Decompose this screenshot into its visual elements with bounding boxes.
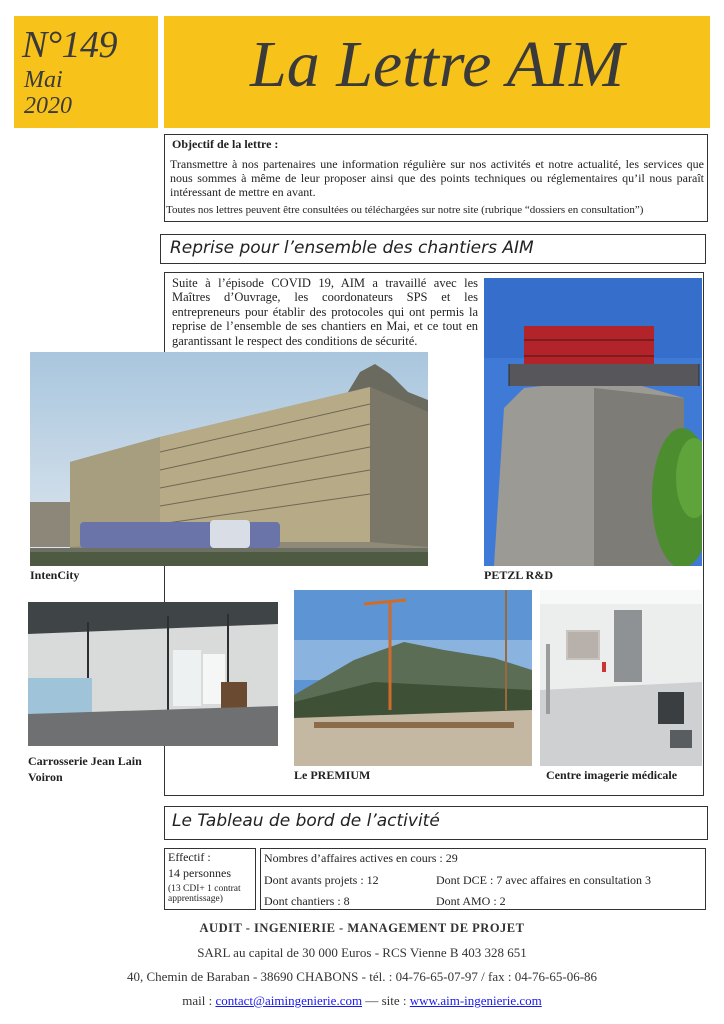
issue-year: 2020 bbox=[24, 93, 72, 119]
carrosserie-image bbox=[28, 602, 278, 746]
photo-petzl bbox=[484, 278, 702, 566]
objective-title: Objectif de la lettre : bbox=[172, 137, 279, 151]
staff-label: Effectif : bbox=[168, 850, 211, 864]
objective-text: Transmettre à nos partenaires une information régulière sur nos activités et notre actualité, les services que nous sommes à même de leur proposer ainsi que des points techniques ou réglementaires qu’il nous paraît intéressant de mettre en avant. bbox=[170, 157, 704, 199]
photo-premium bbox=[294, 590, 532, 766]
stat-sites: Dont chantiers : 8 bbox=[264, 894, 350, 908]
stat-active-cases: Nombres d’affaires actives en cours : 29 bbox=[264, 851, 458, 865]
caption-intencity: IntenCity bbox=[30, 568, 80, 582]
caption-imagerie: Centre imagerie médicale bbox=[546, 768, 678, 782]
staff-detail: (13 CDI+ 1 contrat apprentissage) bbox=[168, 884, 241, 904]
section-heading-dashboard: Le Tableau de bord de l’activité bbox=[172, 811, 440, 831]
objective-note: Toutes nos lettres peuvent être consultées ou téléchargées sur notre site (rubrique “dossiers en consultation”) bbox=[166, 204, 644, 216]
footer-mail-label: mail : bbox=[182, 993, 216, 1008]
imagerie-image bbox=[540, 590, 702, 766]
article-text: Suite à l’épisode COVID 19, AIM a travaillé avec les Maîtres d’Ouvrage, les coordonateurs SPS et les entrepreneurs pour établir des protocoles qui ont permis la reprise de l’ensemble de ses chantiers en Mai, et ce tout en garantissant le respect des conditions de sécurité. bbox=[172, 276, 478, 348]
section-heading-reprise: Reprise pour l’ensemble des chantiers AIM bbox=[170, 238, 534, 258]
stat-dce: Dont DCE : 7 avec affaires en consultation 3 bbox=[436, 873, 652, 887]
stat-amo: Dont AMO : 2 bbox=[436, 894, 506, 908]
caption-premium: Le PREMIUM bbox=[294, 768, 371, 782]
footer-company: SARL au capital de 30 000 Euros - RCS Vienne B 403 328 651 bbox=[197, 945, 527, 960]
page-title: La Lettre AIM bbox=[250, 28, 624, 101]
issue-month: Mai bbox=[24, 67, 63, 93]
caption-petzl: PETZL R&D bbox=[484, 568, 554, 582]
footer-tagline: AUDIT - INGENIERIE - MANAGEMENT DE PROJET bbox=[199, 921, 525, 935]
caption-carrosserie: Carrosserie Jean Lain Voiron bbox=[28, 754, 142, 784]
footer-site-label: — site : bbox=[362, 993, 410, 1008]
photo-carrosserie bbox=[28, 602, 278, 746]
premium-image bbox=[294, 590, 532, 766]
footer-contact bbox=[0, 993, 724, 1009]
intencity-image bbox=[30, 352, 428, 566]
photo-intencity bbox=[30, 352, 428, 566]
email-link[interactable]: contact@aimingenierie.com bbox=[215, 993, 363, 1008]
staff-count: 14 personnes bbox=[168, 866, 231, 880]
photo-imagerie bbox=[540, 590, 702, 766]
issue-number: N°149 bbox=[22, 24, 118, 66]
footer-address: 40, Chemin de Baraban - 38690 CHABONS - tél. : 04-76-65-07-97 / fax : 04-76-65-06-86 bbox=[126, 969, 598, 984]
stat-pre-projects: Dont avants projets : 12 bbox=[264, 873, 379, 887]
petzl-image bbox=[484, 278, 702, 566]
website-link[interactable]: www.aim-ingenierie.com bbox=[409, 993, 542, 1008]
